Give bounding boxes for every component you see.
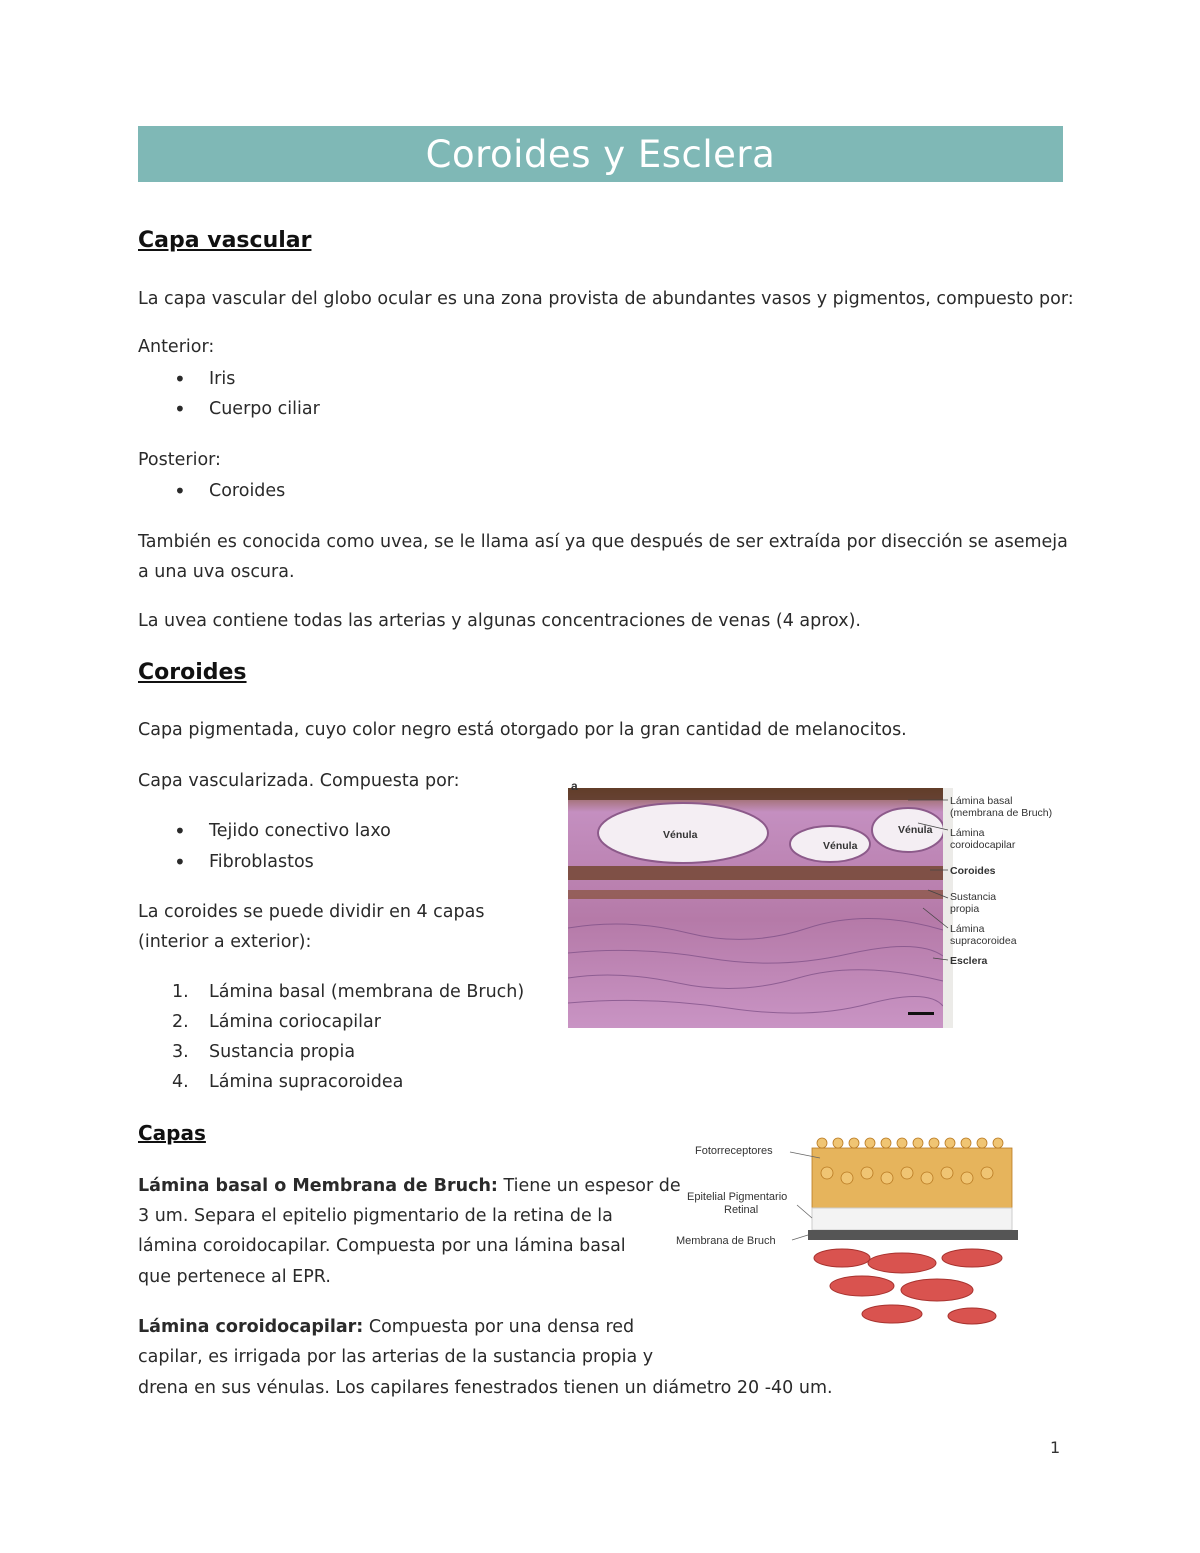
paragraph-uvea-2: a una uva oscura. [138,562,295,582]
fig-label-epitelio: Epitelial Pigmentario [687,1191,788,1203]
ordered-text: Lámina coriocapilar [209,1012,381,1032]
fig-side-label: Lámina basal [950,795,1013,807]
ordered-item [172,1007,381,1037]
paragraph-corio-1 [138,1312,634,1342]
paragraph-intro: La capa vascular del globo ocular es una zona provista de abundantes vasos y pigmentos, compuesto por: [138,289,1074,309]
paragraph-pigmentada: Capa pigmentada, cuyo color negro está otorgado por la gran cantidad de melanocitos. [138,720,907,740]
fig-side-label: propia [950,903,980,915]
paragraph-division-2: (interior a exterior): [138,932,312,952]
paragraph-bruch-4: que pertenece al EPR. [138,1267,331,1287]
page-number: 1 [1050,1438,1061,1457]
heading-coroides: Coroides [138,660,247,685]
title-banner [138,126,1063,182]
ordered-number: 4. [172,1072,189,1092]
venula-label: Vénula [663,829,698,841]
fig-side-label: Coroides [950,865,996,877]
list-item: • Fibroblastos [209,847,314,877]
paragraph-division-1: La coroides se puede dividir en 4 capas [138,902,485,922]
list-item: • Cuerpo ciliar [209,394,320,424]
layers-figure [672,1118,1027,1348]
fig-side-label: supracoroidea [950,935,1017,947]
venula-label: Vénula [823,840,858,852]
text-bruch: Tiene un espesor de [497,1176,681,1196]
ordered-item [172,1067,404,1097]
paragraph-vascularizada: Capa vascularizada. Compuesta por: [138,771,460,791]
paragraph-corio-3: drena en sus vénulas. Los capilares fenestrados tienen un diámetro 20 -40 um. [138,1378,833,1398]
venula-label: Vénula [898,824,933,836]
paragraph-corio-2: capilar, es irrigada por las arterias de la sustancia propia y [138,1347,654,1367]
fig-label-bruch: Membrana de Bruch [676,1235,776,1247]
heading-capa-vascular: Capa vascular [138,228,312,253]
ordered-text: Lámina basal (membrana de Bruch) [209,982,525,1002]
paragraph-bruch-2: 3 um. Separa el epitelio pigmentario de la retina de la [138,1206,613,1226]
label-posterior: Posterior: [138,450,221,470]
fig-side-label: (membrana de Bruch) [950,807,1053,819]
fig-side-label: coroidocapilar [950,839,1016,851]
ordered-text: Lámina supracoroidea [209,1072,404,1092]
paragraph-uvea-1: También es conocida como uvea, se le llama así ya que después de ser extraída por disección se asemeja [138,532,1068,552]
term-bruch: Lámina basal o Membrana de Bruch: [138,1176,498,1196]
ordered-item [172,1037,356,1067]
fig-side-label: Lámina [950,827,985,839]
panel-letter: a [571,779,578,793]
ordered-number: 2. [172,1012,189,1032]
paragraph-arterias: La uvea contiene todas las arterias y algunas concentraciones de venas (4 aprox). [138,611,861,631]
fig-side-label: Sustancia [950,891,997,903]
fig-side-label: Lámina [950,923,985,935]
list-item: • Tejido conectivo laxo [209,816,391,846]
histology-figure [568,778,1063,1033]
text-corio: Compuesta por una densa red [363,1317,635,1337]
page-title: Coroides y Esclera [425,132,776,176]
list-item: • Coroides [209,476,285,506]
fig-label-fotorreceptores: Fotorreceptores [695,1145,773,1157]
ordered-text: Sustancia propia [209,1042,356,1062]
term-coroidocapilar: Lámina coroidocapilar: [138,1317,364,1337]
ordered-number: 3. [172,1042,189,1062]
label-anterior: Anterior: [138,337,215,357]
ordered-number: 1. [172,982,189,1002]
list-item: • Iris [209,364,235,394]
paragraph-bruch-1 [138,1171,681,1201]
ordered-item [172,977,525,1007]
fig-label-retinal: Retinal [724,1204,759,1216]
fig-side-label: Esclera [950,955,988,967]
heading-capas: Capas [138,1121,206,1145]
paragraph-bruch-3: lámina coroidocapilar. Compuesta por una lámina basal [138,1236,626,1256]
